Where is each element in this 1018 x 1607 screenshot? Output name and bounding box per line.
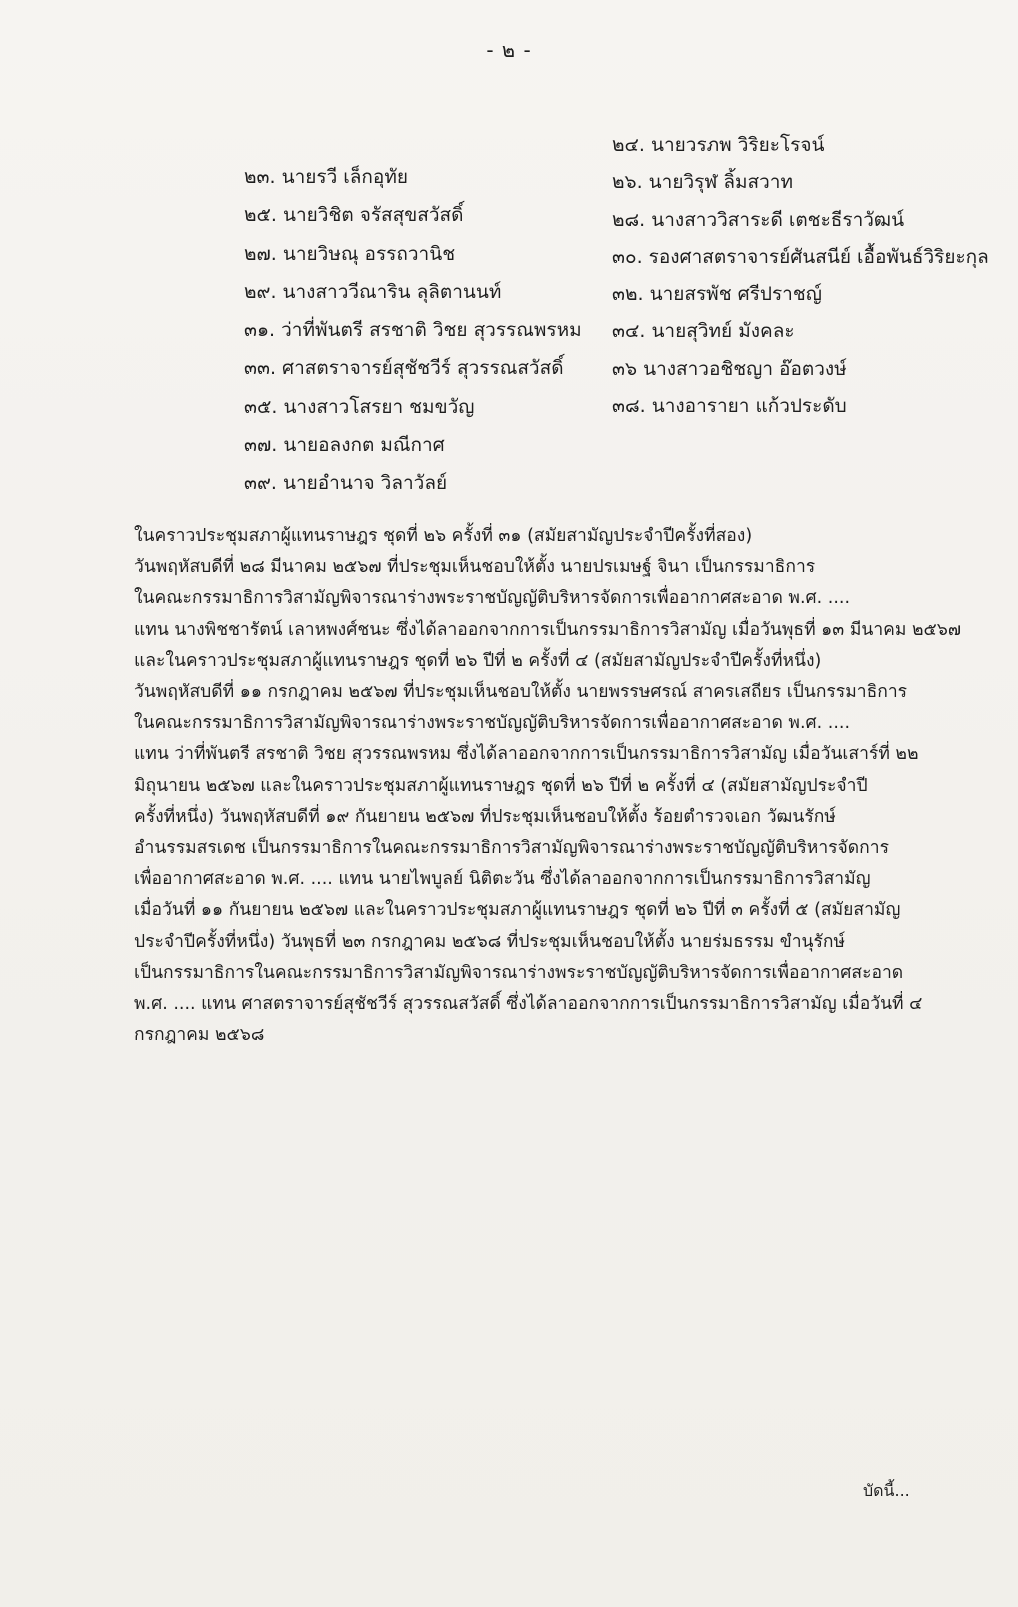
- member-entry: ๓๖ นางสาวอชิชญา อ๊อตวงษ์: [612, 357, 847, 380]
- member-list-right: [612, 134, 989, 432]
- member-entry: ๓๕. นางสาวโสรยา ชมขวัญ: [244, 395, 475, 418]
- member-entry: ๓๘. นางอารายา แก้วประดับ: [612, 395, 847, 418]
- member-entry: ๒๗. นายวิษณุ อรรถวานิช: [244, 242, 456, 265]
- member-entry: ๒๘. นางสาววิสาระดี เตชะธีราวัฒน์: [612, 208, 905, 231]
- continuation-marker: บัดนี้...: [863, 1481, 910, 1500]
- member-entry: ๓๗. นายอลงกต มณีกาศ: [244, 434, 445, 457]
- member-entry: ๓๙. นายอำนาจ วิลาวัลย์: [244, 472, 448, 495]
- member-list-left: [244, 166, 582, 511]
- member-entry: ๒๔. นายวรภพ วิริยะโรจน์: [612, 134, 825, 156]
- member-entry: ๒๓. นายรวี เล็กอุทัย: [244, 166, 409, 188]
- member-entry: ๒๖. นายวิรุฬ ลิ้มสวาท: [612, 171, 793, 194]
- member-entry: ๒๕. นายวิชิต จรัสสุขสวัสดิ์: [244, 204, 464, 227]
- member-entry: ๓๑. ว่าที่พันตรี สรชาติ วิชย สุวรรณพรหม: [244, 319, 582, 342]
- body-paragraph: ในคราวประชุมสภาผู้แทนราษฎร ชุดที่ ๒๖ ครั้งที่ ๓๑ (สมัยสามัญประจำปีครั้งที่สอง) วันพฤหัสบดีที่ ๒๘ มีนาคม ๒๕๖๗ ที่ประชุมเห็นชอบให้ตั้ง นายปรเมษฐ์ จินา เป็นกรรมาธิการ ในคณะกรรมาธิการวิสามัญพิจารณาร่างพระราชบัญญัติบริหารจัดการเพื่ออากาศสะอาด พ.ศ. .... แทน นางพิชชารัตน์ เลาหพงศ์ชนะ ซึ่งได้ลาออกจากการเป็นกรรมาธิการวิสามัญ เมื่อวันพุธที่ ๑๓ มีนาคม ๒๕๖๗ และในคราวประชุมสภาผู้แทนราษฎร ชุดที่ ๒๖ ปีที่ ๒ ครั้งที่ ๔ (สมัยสามัญประจำปีครั้งที่หนึ่ง) วันพฤหัสบดีที่ ๑๑ กรกฎาคม ๒๕๖๗ ที่ประชุมเห็นชอบให้ตั้ง นายพรรษศรณ์ สาครเสถียร เป็นกรรมาธิการ ในคณะกรรมาธิการวิสามัญพิจารณาร่างพระราชบัญญัติบริหารจัดการเพื่ออากาศสะอาด พ.ศ. .... แทน ว่าที่พันตรี สรชาติ วิชย สุวรรณพรหม ซึ่งได้ลาออกจากการเป็นกรรมาธิการวิสามัญ เมื่อวันเสาร์ที่ ๒๒ มิถุนายน ๒๕๖๗ และในคราวประชุมสภาผู้แทนราษฎร ชุดที่ ๒๖ ปีที่ ๒ ครั้งที่ ๔ (สมัยสามัญประจำปี ครั้งที่หนึ่ง) วันพฤหัสบดีที่ ๑๙ กันยายน ๒๕๖๗ ที่ประชุมเห็นชอบให้ตั้ง ร้อยตำรวจเอก วัฒนรักษ์ อำนรรมสรเดช เป็นกรรมาธิการในคณะกรรมาธิการวิสามัญพิจารณาร่างพระราชบัญญัติบริหารจัดการ เพื่ออากาศสะอาด พ.ศ. .... แทน นายไพบูลย์ นิติตะวัน ซึ่งได้ลาออกจากการเป็นกรรมาธิการวิสามัญ เมื่อวันที่ ๑๑ กันยายน ๒๕๖๗ และในคราวประชุมสภาผู้แทนราษฎร ชุดที่ ๒๖ ปีที่ ๓ ครั้งที่ ๕ (สมัยสามัญ ประจำปีครั้งที่หนึ่ง) วันพุธที่ ๒๓ กรกฎาคม ๒๕๖๘ ที่ประชุมเห็นชอบให้ตั้ง นายร่มธรรม ขำนุรักษ์ เป็นกรรมาธิการในคณะกรรมาธิการวิสามัญพิจารณาร่างพระราชบัญญัติบริหารจัดการเพื่ออากาศสะอาด พ.ศ. .... แทน ศาสตราจารย์สุชัชวีร์ สุวรรณสวัสดิ์ ซึ่งได้ลาออกจากการเป็นกรรมาธิการวิสามัญ เมื่อวันที่ ๔ กรกฎาคม ๒๕๖๘: [134, 526, 961, 1046]
- member-entry: ๓๒. นายสรพัช ศรีปราชญ์: [612, 283, 822, 306]
- member-entry: ๓๓. ศาสตราจารย์สุชัชวีร์ สุวรรณสวัสดิ์: [244, 357, 564, 380]
- member-entry: ๒๙. นางสาววีณาริน ลุลิตานนท์: [244, 280, 502, 303]
- member-entry: ๓๔. นายสุวิทย์ มังคละ: [612, 320, 795, 343]
- member-entry: ๓๐. รองศาสตราจารย์ศันสนีย์ เอื้อพันธ์วิริยะกุล: [612, 245, 989, 268]
- page-number: - ๒ -: [486, 38, 532, 62]
